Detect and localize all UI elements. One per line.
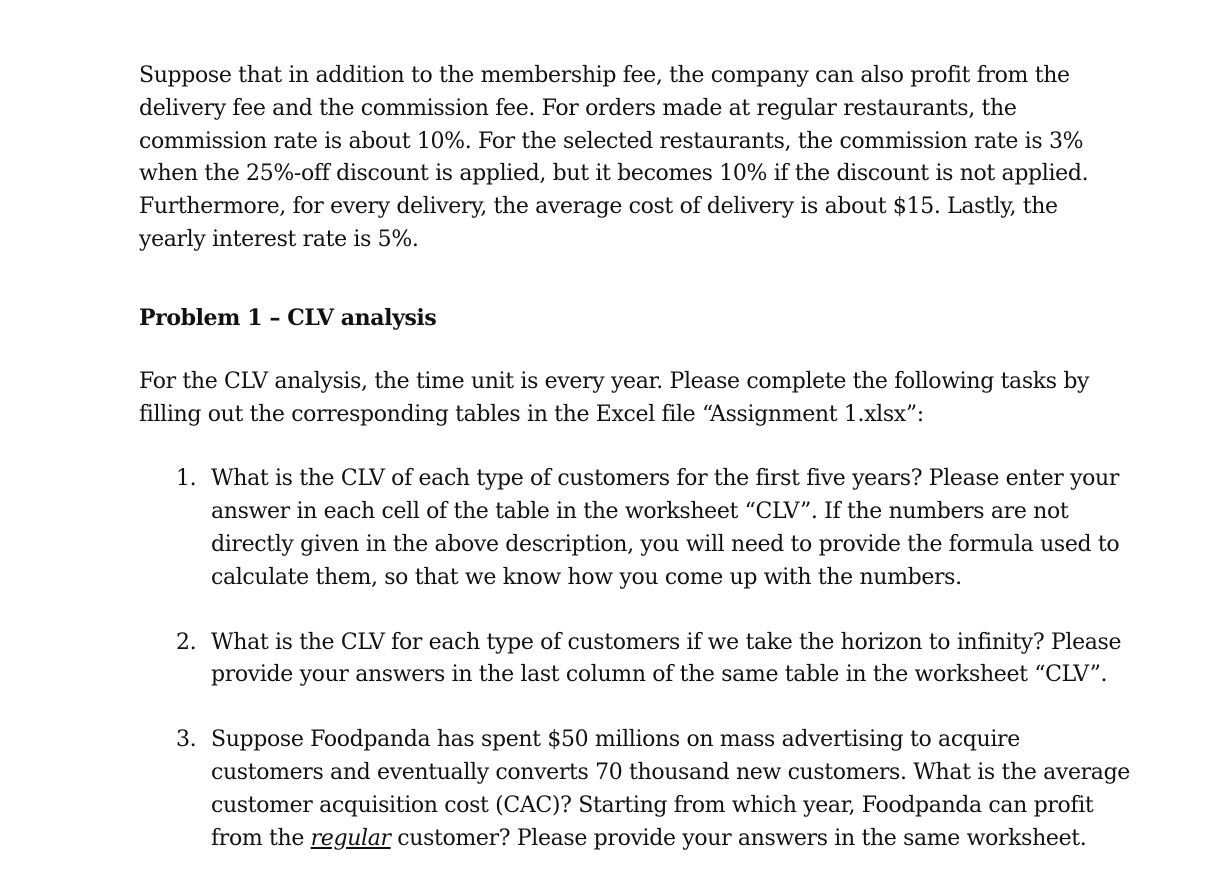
question-line: Suppose Foodpanda has spent $50 millions on mass advertising to acquire <box>211 727 1020 753</box>
intro-line: yearly interest rate is 5%. <box>139 226 419 252</box>
question-number: 1. <box>176 466 197 492</box>
question-line: directly given in the above description, you will need to provide the formula used to <box>211 531 1120 557</box>
intro-line: when the 25%-off discount is applied, but it becomes 10% if the discount is not applied. <box>139 161 1089 187</box>
question-line: customers and eventually converts 70 thousand new customers. What is the average <box>211 759 1130 785</box>
question-text <box>211 463 1139 594</box>
question-item-2 <box>139 627 1139 693</box>
question-number: 2. <box>176 629 197 655</box>
emphasis-regular: regular <box>310 825 391 851</box>
question-line: What is the CLV of each type of customers for the first five years? Please enter your <box>211 466 1120 492</box>
question-line: What is the CLV for each type of customers if we take the horizon to infinity? Please <box>211 629 1122 655</box>
question-line: customer acquisition cost (CAC)? Starting from which year, Foodpanda can profit <box>211 792 1094 818</box>
lead-paragraph <box>139 366 1139 432</box>
question-text <box>211 724 1139 855</box>
intro-paragraph <box>139 60 1139 257</box>
question-line: answer in each cell of the table in the worksheet “CLV”. If the numbers are not <box>211 499 1069 525</box>
lead-line: filling out the corresponding tables in the Excel file “Assignment 1.xlsx”: <box>139 401 924 427</box>
intro-line: delivery fee and the commission fee. For orders made at regular restaurants, the <box>139 95 1017 121</box>
question-line: calculate them, so that we know how you come up with the numbers. <box>211 564 962 590</box>
question-item-3 <box>139 724 1139 855</box>
question-text <box>211 627 1139 693</box>
intro-line: Suppose that in addition to the membership fee, the company can also profit from the <box>139 63 1070 88</box>
question-line-start: from the <box>211 825 311 851</box>
question-number: 3. <box>176 727 197 753</box>
document-page <box>139 60 1139 887</box>
lead-line: For the CLV analysis, the time unit is every year. Please complete the following tasks by <box>139 368 1090 394</box>
question-line: provide your answers in the last column of the same table in the worksheet “CLV”. <box>211 662 1108 688</box>
intro-line: Furthermore, for every delivery, the average cost of delivery is about $15. Lastly, the <box>139 194 1058 220</box>
question-item-1 <box>139 463 1139 594</box>
problem-heading: Problem 1 – CLV analysis <box>139 304 437 331</box>
question-list <box>139 463 1139 855</box>
question-line-end: customer? Please provide your answers in the same worksheet. <box>390 825 1087 851</box>
question-line <box>211 823 1139 856</box>
intro-line: commission rate is about 10%. For the selected restaurants, the commission rate is 3% <box>139 128 1084 154</box>
